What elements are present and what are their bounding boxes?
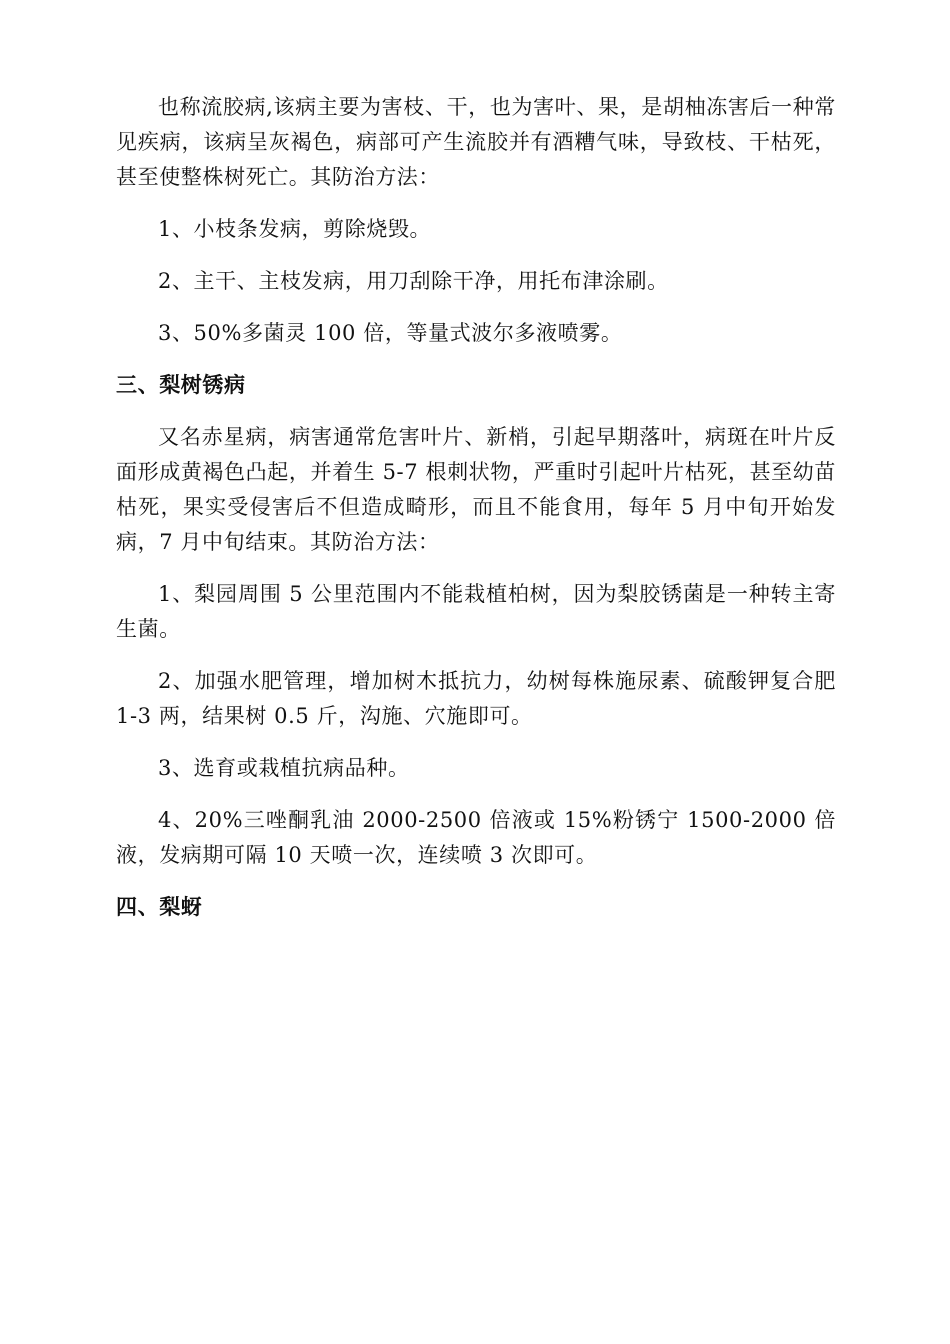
section-4-heading: 四、梨蚜 (116, 895, 203, 919)
rust-method-1: 1、梨园周围 5 公里范围内不能栽植柏树，因为梨胶锈菌是一种转主寄生菌。 (116, 582, 836, 641)
rust-method-3: 3、选育或栽植抗病品种。 (158, 756, 410, 780)
gummosis-method-1: 1、小枝条发病，剪除烧毁。 (158, 217, 432, 241)
section-3-heading: 三、梨树锈病 (116, 373, 246, 397)
document-body (116, 90, 836, 942)
rust-intro-paragraph: 又名赤星病，病害通常危害叶片、新梢，引起早期落叶，病斑在叶片反面形成黄褐色凸起，并着生 5-7 根刺状物，严重时引起叶片枯死，甚至幼苗枯死，果实受侵害后不但造成畸形，而且不能食用，每年 5 月中旬开始发病，7 月中旬结束。其防治方法： (116, 425, 836, 554)
rust-method-2: 2、加强水肥管理，增加树木抵抗力，幼树每株施尿素、硫酸钾复合肥 1-3 两，结果树 0.5 斤，沟施、穴施即可。 (116, 669, 836, 728)
gummosis-method-3: 3、50%多菌灵 100 倍，等量式波尔多液喷雾。 (158, 321, 623, 345)
rust-method-4: 4、20%三唑酮乳油 2000-2500 倍液或 15%粉锈宁 1500-2000 倍液，发病期可隔 10 天喷一次，连续喷 3 次即可。 (116, 808, 836, 867)
gummosis-intro-paragraph: 也称流胶病,该病主要为害枝、干，也为害叶、果，是胡柚冻害后一种常见疾病，该病呈灰褐色，病部可产生流胶并有酒糟气味，导致枝、干枯死，甚至使整株树死亡。其防治方法： (116, 95, 836, 189)
gummosis-method-2: 2、主干、主枝发病，用刀刮除干净，用托布津涂刷。 (158, 269, 669, 293)
